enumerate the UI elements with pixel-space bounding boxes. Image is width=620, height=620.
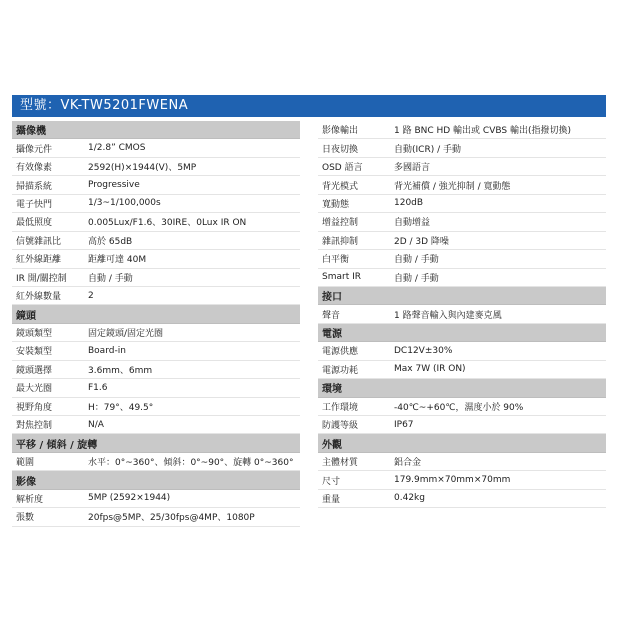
spec-value: -40℃~+60℃，濕度小於 90%	[394, 402, 524, 413]
spec-label: 最低照度	[16, 218, 53, 229]
spec-row	[318, 471, 606, 489]
spec-value: 1 路 BNC HD 輸出或 CVBS 輸出(指撥切換)	[394, 126, 571, 137]
spec-label: 視野角度	[16, 402, 53, 413]
spec-label: 白平衡	[322, 255, 350, 266]
section-header	[318, 434, 606, 452]
spec-value: 自動 / 手動	[88, 273, 133, 284]
spec-row	[318, 398, 606, 416]
section-title: 攝像機	[16, 126, 46, 138]
spec-row	[12, 324, 300, 342]
spec-column-right	[318, 121, 606, 508]
spec-label: 防護等級	[322, 421, 359, 432]
section-title: 平移 / 傾斜 / 旋轉	[16, 439, 98, 451]
spec-row	[318, 176, 606, 194]
spec-row	[12, 213, 300, 231]
section-title: 外觀	[322, 439, 342, 451]
spec-value: 固定鏡頭/固定光圈	[88, 329, 164, 340]
spec-value: 5MP (2592×1944)	[88, 493, 171, 504]
spec-value: 多國語言	[394, 163, 431, 174]
spec-label: 鏡頭類型	[16, 329, 53, 340]
spec-row	[318, 250, 606, 268]
spec-label: 範圍	[16, 458, 35, 469]
spec-row	[318, 342, 606, 360]
spec-value: 3.6mm、6mm	[88, 365, 153, 376]
spec-value: 高於 65dB	[88, 236, 133, 247]
spec-value: 179.9mm×70mm×70mm	[394, 475, 511, 486]
spec-label: 信號雜訊比	[16, 236, 62, 247]
section-header	[318, 287, 606, 305]
spec-label: IR 開/關控制	[16, 273, 67, 284]
spec-row	[318, 121, 606, 139]
spec-label: 電源供應	[322, 347, 359, 358]
spec-label: 尺寸	[322, 476, 341, 487]
spec-label: 鏡頭選擇	[16, 365, 53, 376]
spec-row	[318, 213, 606, 231]
spec-label: 解析度	[16, 494, 44, 505]
spec-row	[318, 490, 606, 508]
spec-label: 掃描系統	[16, 181, 53, 192]
spec-label: 電子快門	[16, 199, 53, 210]
spec-label: 寬動態	[322, 199, 350, 210]
section-title: 影像	[16, 476, 36, 488]
spec-row	[318, 361, 606, 379]
spec-value: 鋁合金	[394, 458, 422, 469]
spec-row	[12, 195, 300, 213]
section-header	[318, 379, 606, 397]
spec-value: 1 路聲音輸入與內建麥克風	[394, 310, 502, 321]
spec-label: 背光模式	[322, 181, 359, 192]
spec-label: OSD 語言	[322, 163, 363, 174]
spec-value: H：79°、49.5°	[88, 402, 154, 413]
section-header	[12, 121, 300, 139]
spec-value: DC12V±30%	[394, 345, 453, 356]
spec-label: 最大光圈	[16, 384, 53, 395]
spec-value: F1.6	[88, 382, 108, 393]
spec-value: 0.42kg	[394, 493, 425, 504]
spec-row	[12, 176, 300, 194]
spec-label: 安裝類型	[16, 347, 53, 358]
spec-value: 2	[88, 290, 94, 301]
spec-value: 1/3~1/100,000s	[88, 198, 161, 209]
section-header	[318, 324, 606, 342]
spec-value: 自動增益	[394, 218, 431, 229]
spec-value: 2592(H)×1944(V)、5MP	[88, 163, 197, 174]
spec-value: Max 7W (IR ON)	[394, 364, 466, 375]
spec-row	[12, 269, 300, 287]
section-title: 接口	[322, 292, 342, 304]
spec-row	[318, 416, 606, 434]
spec-value: 1/2.8” CMOS	[88, 143, 146, 154]
section-header	[12, 434, 300, 452]
spec-value: 距離可達 40M	[88, 255, 147, 266]
spec-value: 0.005Lux/F1.6、30IRE、0Lux IR ON	[88, 218, 247, 229]
spec-row	[12, 379, 300, 397]
spec-value: 120dB	[394, 198, 424, 209]
section-title: 電源	[322, 329, 342, 341]
spec-label: 工作環境	[322, 402, 359, 413]
spec-label: 紅外線數量	[16, 292, 62, 303]
spec-value: 水平：0°~360°、傾斜：0°~90°、旋轉 0°~360°	[88, 458, 294, 469]
spec-label: 張數	[16, 513, 35, 524]
spec-row	[318, 269, 606, 287]
spec-column-left	[12, 121, 300, 527]
spec-row	[318, 158, 606, 176]
spec-value: 自動 / 手動	[394, 255, 439, 266]
spec-row	[318, 453, 606, 471]
spec-value: 自動 / 手動	[394, 273, 439, 284]
spec-row	[12, 139, 300, 157]
section-header	[12, 305, 300, 323]
spec-label: Smart IR	[322, 272, 361, 283]
spec-label: 重量	[322, 494, 341, 505]
spec-row	[12, 398, 300, 416]
spec-label: 聲音	[322, 310, 341, 321]
spec-value: IP67	[394, 419, 414, 430]
spec-value: Board-in	[88, 345, 126, 356]
spec-label: 紅外線距離	[16, 255, 62, 266]
spec-value: 20fps@5MP、25/30fps@4MP、1080P	[88, 513, 255, 524]
spec-row	[12, 250, 300, 268]
spec-row	[12, 490, 300, 508]
spec-row	[12, 416, 300, 434]
spec-label: 有效像素	[16, 163, 53, 174]
spec-value: Progressive	[88, 180, 140, 191]
spec-row	[318, 139, 606, 157]
spec-row	[12, 342, 300, 360]
spec-row	[12, 287, 300, 305]
spec-row	[12, 232, 300, 250]
spec-label: 增益控制	[322, 218, 359, 229]
spec-value: 背光補償 / 強光抑制 / 寬動態	[394, 181, 511, 192]
spec-label: 主體材質	[322, 458, 359, 469]
spec-label: 雜訊抑制	[322, 236, 359, 247]
spec-label: 日夜切換	[322, 144, 359, 155]
spec-row	[318, 232, 606, 250]
section-title: 環境	[322, 384, 342, 396]
spec-value: N/A	[88, 419, 104, 430]
spec-row	[12, 508, 300, 526]
spec-row	[12, 361, 300, 379]
spec-label: 攝像元件	[16, 144, 53, 155]
spec-row	[12, 453, 300, 471]
model-title-bar	[12, 95, 606, 117]
spec-value: 自動(ICR) / 手動	[394, 144, 461, 155]
section-header	[12, 471, 300, 489]
spec-label: 對焦控制	[16, 421, 53, 432]
spec-label: 影像輸出	[322, 126, 359, 137]
spec-label: 電源功耗	[322, 365, 359, 376]
spec-value: 2D / 3D 降噪	[394, 236, 449, 247]
spec-row	[318, 195, 606, 213]
model-title: 型號：VK-TW5201FWENA	[20, 98, 189, 113]
spec-row	[318, 305, 606, 323]
spec-row	[12, 158, 300, 176]
section-title: 鏡頭	[16, 310, 36, 322]
